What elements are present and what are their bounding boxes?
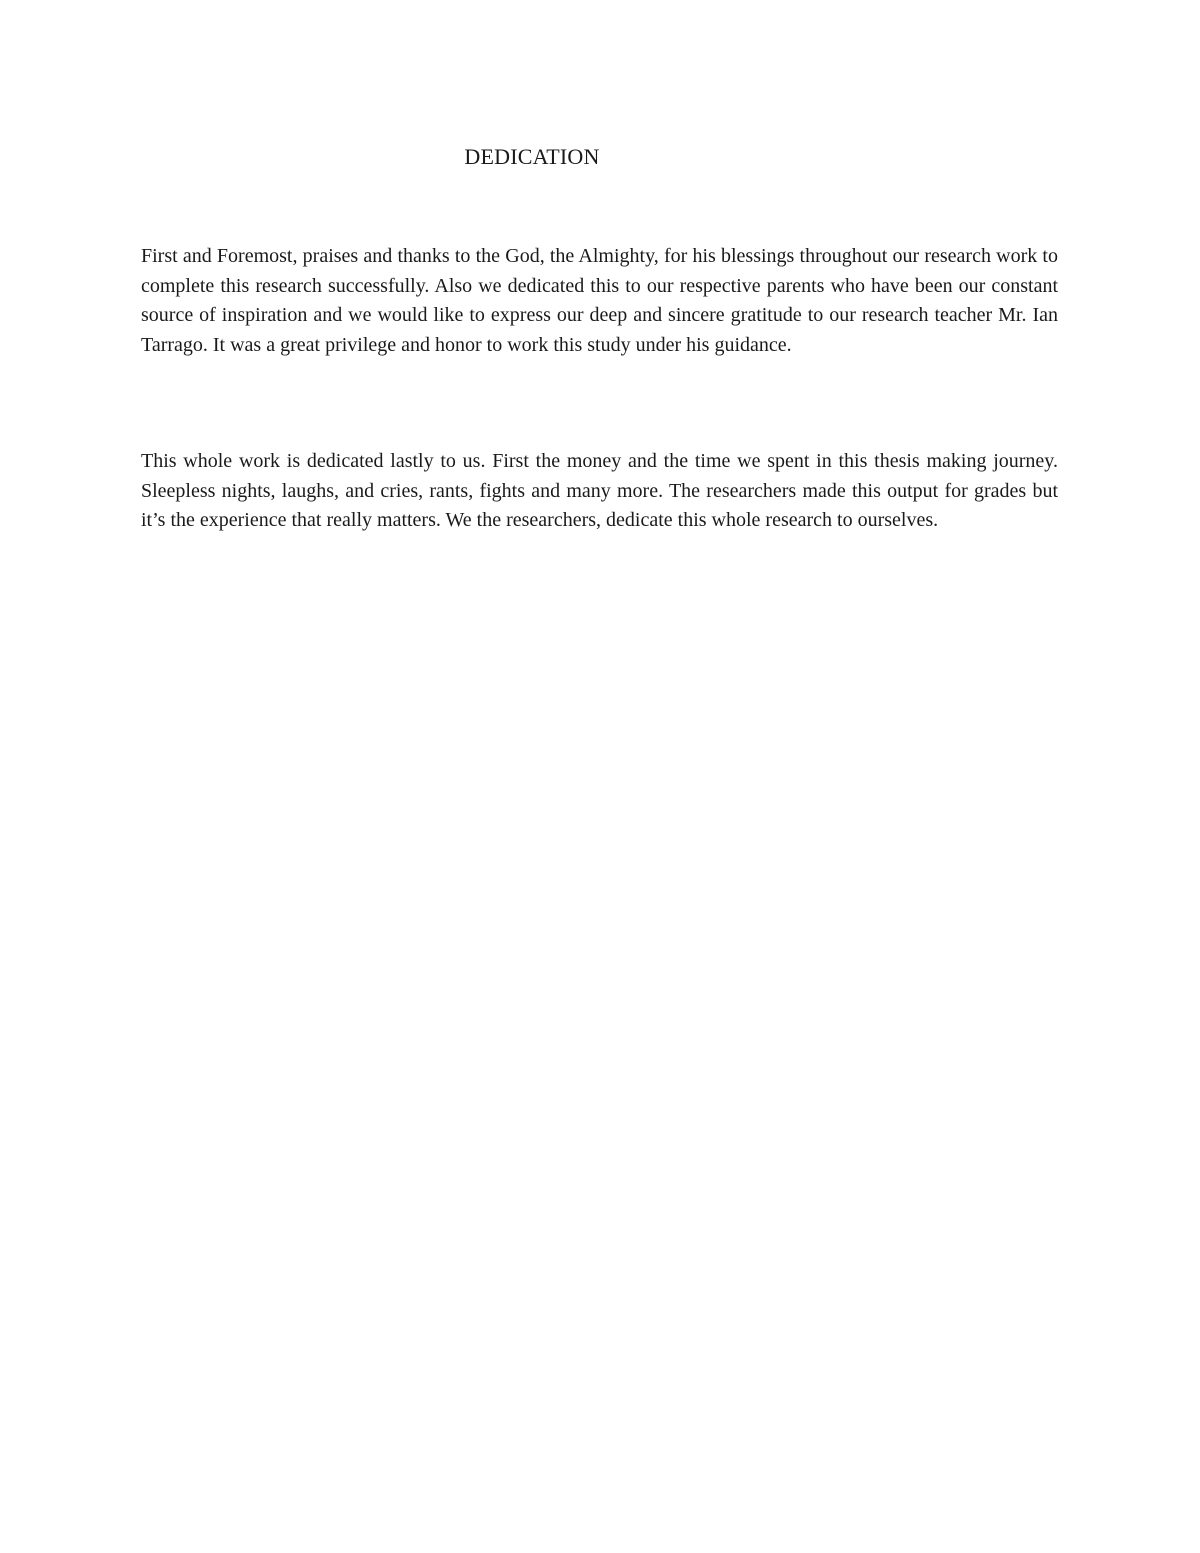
dedication-paragraph-2: This whole work is dedicated lastly to us. First the money and the time we spent in this thesis making journey. Sleepless nights, laughs, and cries, rants, fights and many more. The researchers made this output for grades but it’s the experience that really matters. We the researchers, dedicate this whole research to ourselves. <box>141 450 1058 531</box>
page-title: DEDICATION <box>464 144 600 169</box>
dedication-paragraph-1: First and Foremost, praises and thanks to the God, the Almighty, for his blessings throughout our research work to complete this research successfully. Also we dedicated this to our respective parents who have been our constant source of inspiration and we would like to express our deep and sincere gratitude to our research teacher Mr. Ian Tarrago. It was a great privilege and honor to work this study under his guidance. <box>141 245 1058 356</box>
